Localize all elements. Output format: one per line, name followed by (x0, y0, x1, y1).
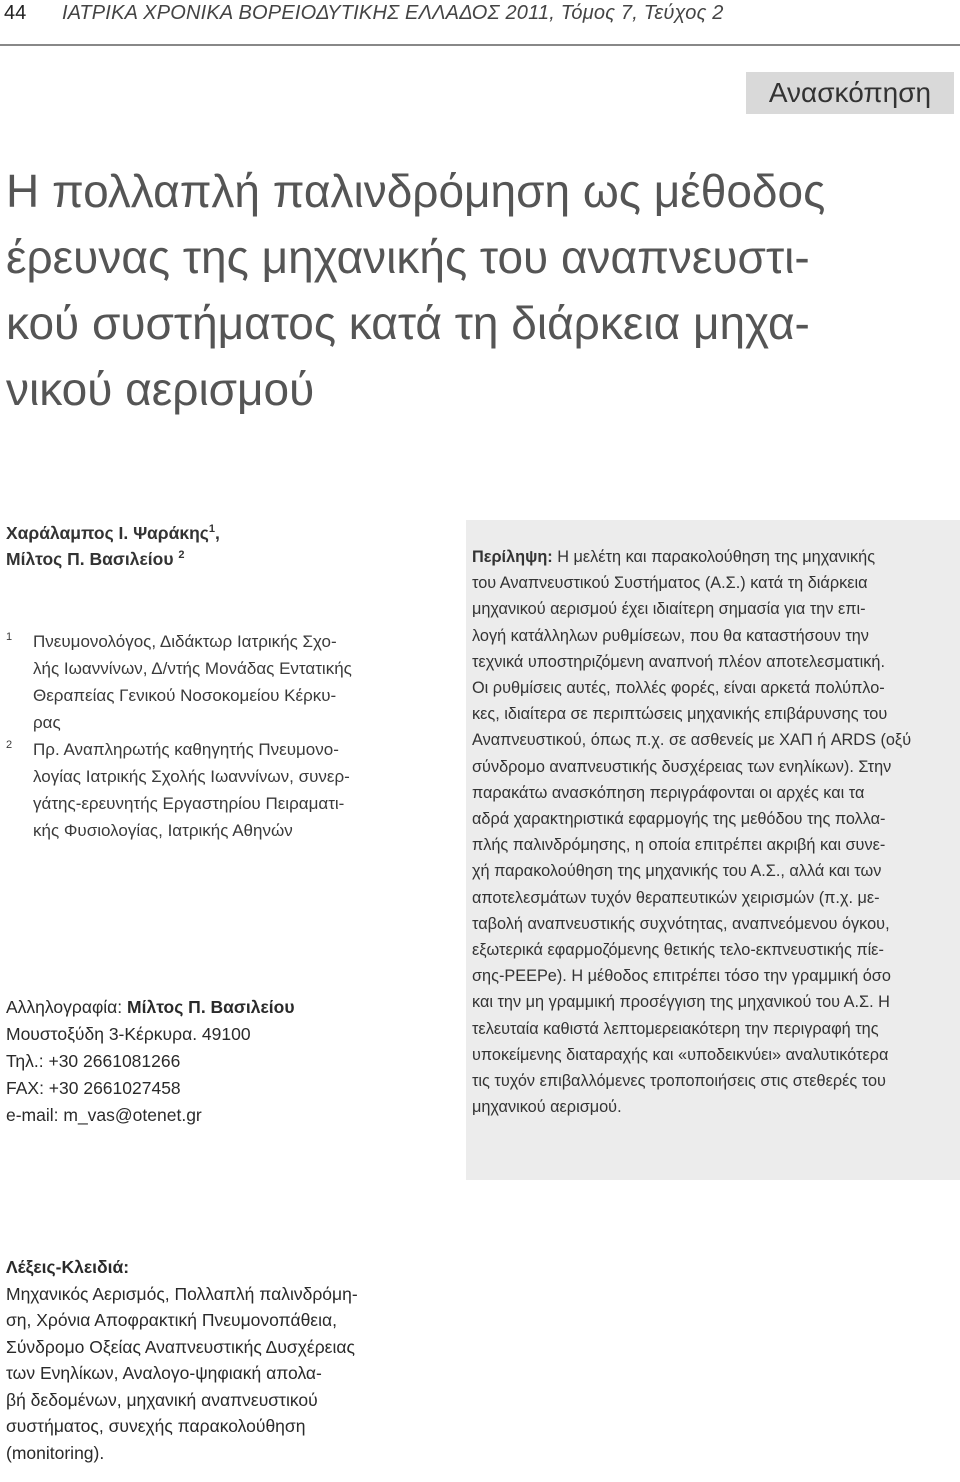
abstract-line: σύνδρομο αναπνευστικής δυσχέρειας των ενηλίκων). Στην (472, 757, 892, 776)
abstract: Περίληψη: Η μελέτη και παρακολούθηση της μηχανικής του Αναπνευστικού Συστήματος (Α.Σ.) κατά τη διάρκεια μηχανικού αερισμού έχει ιδιαίτερη σημασία για την επι- λογή κατάλληλων ρυθμίσεων, που θα καταστήσουν την τεχνικά υποστηριζόμενη αναπνοή πλέον αποτελεσματική. Οι ρυθμίσεις αυτές, πολλές φορές, είναι αρκετά πολύπλο- κες, ιδιαίτερα σε περιπτώσεις μηχανικής επιβάρυνσης του Αναπνευστικού, όπως π.χ. σε ασθενείς με ΧΑΠ ή ARDS (οξύ σύνδρομο αναπνευστικής δυσχέρειας των ενηλίκων). Στην παρακάτω ανασκόπηση περιγράφονται οι αρχές και τα αδρά χαρακτηριστικά εφαρμογής της μεθόδου της πολλα- πλής παλινδρόμησης, η οποία επιτρέπει ακριβή και συνε- χή παρακολούθηση της μηχανικής του Α.Σ., αλλά και των αποτελεσμάτων τυχόν θεραπευτικών χειρισμών (π.χ. με- ταβολή αναπνευστικής συχνότητας, αναπνεόμενου όγκου, εξωτερικά εφαρμοζόμενης θετικής τελο-εκπνευστικής πίε- σης-PEEPe). Η μέθοδος επιτρέπει τόσο την γραμμική όσο και την μη γραμμική προσέγγιση της μηχανικού του Α.Σ. Η τελευταία καθιστά λεπτομερειακότερη την περιγραφή της υποκείμενης διαταραχής και «υποδεικνύει» αναλυτικότερα τις τυχόν επιβαλλόμενες τροποποιήσεις στις στεθερές του μηχανικού αερισμού. (472, 544, 950, 1120)
author: Μίλτος Π. Βασιλείου $^2$ (6, 549, 185, 569)
abstract-line: κες, ιδιαίτερα σε περιπτώσεις μηχανικής επιβάρυνσης του (472, 705, 888, 724)
affiliation-number: 2 (6, 739, 13, 751)
abstract-line: του Αναπνευστικού Συστήματος (Α.Σ.) κατά τη διάρκεια (472, 574, 868, 593)
header-rule (0, 44, 960, 46)
abstract-line: τεχνικά υποστηριζόμενη αναπνοή πλέον αποτελεσματική. (472, 652, 886, 671)
correspondence: Αλληλογραφία: Μίλτος Π. Βασιλείου Μουστοξύδη 3-Κέρκυρα. 49100 Τηλ.: +30 2661081266 FAX: +30 2661027458 e-mail: m_vas@otenet.gr (6, 994, 295, 1129)
article-title (6, 158, 956, 422)
affiliation-number: 1 (6, 631, 13, 643)
affiliation-item: 1 Πνευμονολόγος, Διδάκτωρ Ιατρικής Σχο- λής Ιωαννίνων, Δ/ντής Μονάδας Εντατικής Θεραπείας Γενικού Νοσοκομείου Κέρκυ- ρας (6, 628, 436, 736)
author: Χαράλαμπος Ι. Ψαράκης$^1$, (6, 523, 220, 543)
title-line: έρευνας της μηχανικής του αναπνευστι- (6, 231, 810, 283)
abstract-line: σης-PEEPe). Η μέθοδος επιτρέπει τόσο την γραμμική όσο (472, 967, 891, 986)
section-label: Ανασκόπηση (746, 72, 954, 114)
abstract-line: ταβολή αναπνευστικής συχνότητας, αναπνεόμενου όγκου, (472, 914, 890, 933)
abstract-line: Αναπνευστικού, όπως π.χ. σε ασθενείς με ΧΑΠ ή ARDS (οξύ (472, 731, 912, 750)
page-number: 44 (4, 2, 27, 24)
title-line: κού συστήματος κατά τη διάρκεια μηχα- (6, 297, 810, 349)
abstract-line: τελευταία καθιστά λεπτομερειακότερη την περιγραφή της (472, 1019, 879, 1038)
title-line: Η πολλαπλή παλινδρόμηση ως μέθοδος (6, 165, 826, 217)
abstract-line: λογή κατάλληλων ρυθμίσεων, που θα καταστήσουν την (472, 626, 869, 645)
abstract-line: και την μη γραμμική προσέγγιση της μηχανικού του Α.Σ. Η (472, 993, 890, 1012)
correspondence-name: Μίλτος Π. Βασιλείου (127, 997, 295, 1017)
keywords-label: Λέξεις-Κλειδιά: (6, 1257, 130, 1277)
abstract-line: αδρά χαρακτηριστικά εφαρμογής της μεθόδου της πολλα- (472, 810, 886, 829)
abstract-line: παρακάτω ανασκόπηση περιγράφονται οι αρχές και τα (472, 783, 865, 802)
abstract-line: Οι ρυθμίσεις αυτές, πολλές φορές, είναι αρκετά πολύπλο- (472, 679, 885, 698)
abstract-line: μηχανικού αερισμού. (472, 1098, 622, 1117)
author-list (6, 520, 220, 572)
correspondence-fax: FAX: +30 2661027458 (6, 1078, 181, 1098)
abstract-line: πλής παλινδρόμησης, η οποία επιτρέπει ακριβή και συνε- (472, 836, 886, 855)
abstract-line: αποτελεσμάτων τυχόν θεραπευτικών χειρισμών (π.χ. με- (472, 888, 880, 907)
abstract-label: Περίληψη: (472, 548, 553, 566)
abstract-line: τις τυχόν επιβαλλόμενες τροποποιήσεις στις στεθερές του (472, 1072, 886, 1091)
abstract-line: εξωτερικά εφαρμοζόμενης θετικής τελο-εκπνευστικής πίε- (472, 941, 884, 960)
journal-header: ΙΑΤΡΙΚΑ ΧΡΟΝΙΚΑ ΒΟΡΕΙΟΔΥΤΙΚΗΣ ΕΛΛΑΔΟΣ 2011, Τόμος 7, Τεύχος 2 (62, 2, 724, 24)
correspondence-address: Μουστοξύδη 3-Κέρκυρα. 49100 (6, 1024, 251, 1044)
keywords: Λέξεις-Κλειδιά: Μηχανικός Αερισμός, Πολλαπλή παλινδρόμη- ση, Χρόνια Αποφρακτική Πνευμονοπάθεια, Σύνδρομο Οξείας Αναπνευστικής Δυσχέρειας των Ενηλίκων, Αναλογο-ψηφιακή απολα- βή δεδομένων, μηχανική αναπνευστικού συστήματος, συνεχής παρακολούθηση (monitoring). (6, 1257, 358, 1463)
affiliation-item: 2 Πρ. Αναπληρωτής καθηγητής Πνευμονο- λογίας Ιατρικής Σχολής Ιωαννίνων, συνερ- γάτης-ερευνητής Εργαστηρίου Πειραματι- κής Φυσιολογίας, Ιατρικής Αθηνών (6, 736, 436, 844)
abstract-line: χή παρακολούθηση της μηχανικής του Α.Σ., αλλά και των (472, 862, 882, 881)
abstract-line: υποκείμενης διαταραχής και «υποδεικνύει» αναλυτικότερα (472, 1045, 889, 1064)
abstract-line: μηχανικού αερισμού έχει ιδιαίτερη σημασία για την επι- (472, 600, 866, 619)
title-line: νικού αερισμού (6, 363, 315, 415)
affiliations (6, 628, 436, 844)
correspondence-tel: Τηλ.: +30 2661081266 (6, 1051, 181, 1071)
correspondence-email[interactable]: e-mail: m_vas@otenet.gr (6, 1105, 202, 1125)
